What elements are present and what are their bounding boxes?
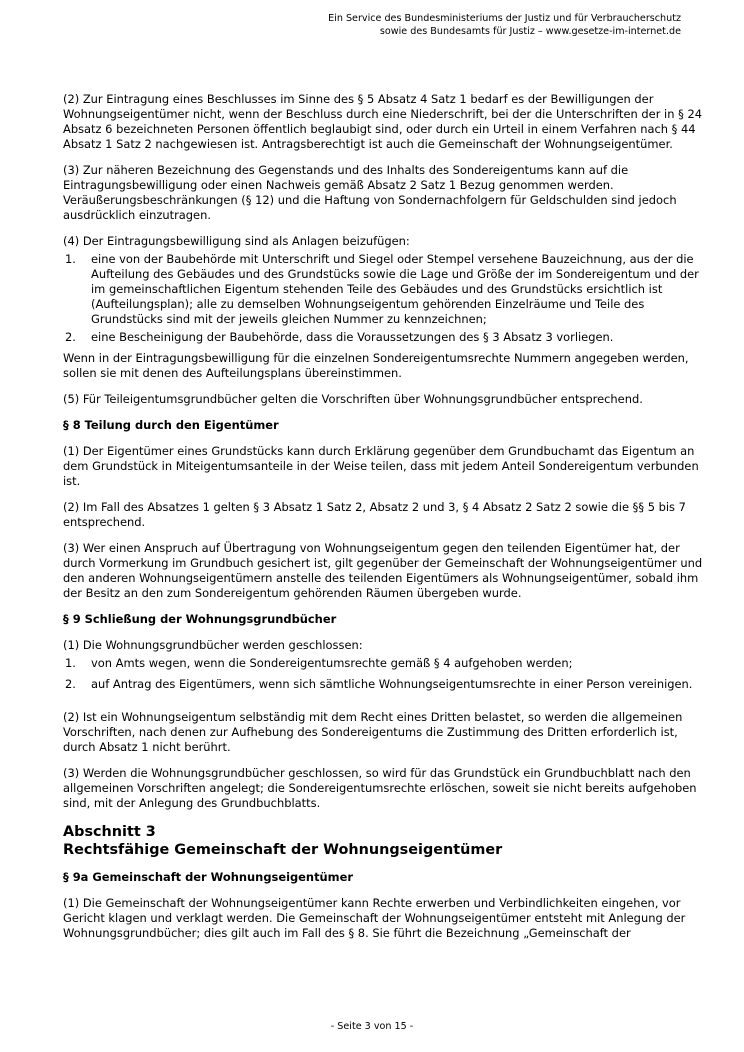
list-item-number: 1. <box>65 656 76 670</box>
paragraph-9-1-list <box>63 656 707 692</box>
paragraph-9a-1: (1) Die Gemeinschaft der Wohnungseigentümer kann Rechte erwerben und Verbindlichkeiten eingehen, vor Gericht klagen und verklagt werden. Die Gemeinschaft der Wohnungseigentümer entsteht mit Anlegung der Wohnungsgrundbücher; dies gilt auch im Fall des § 8. Sie führt die Bezeichnung „Gemeinschaft der <box>63 896 686 940</box>
list-item-text: auf Antrag des Eigentümers, wenn sich sämtliche Wohnungseigentumsrechte in einer Person vereinigen. <box>91 677 693 691</box>
document-body <box>63 92 707 941</box>
list-item <box>63 252 707 327</box>
section-9a-heading: § 9a Gemeinschaft der Wohnungseigentümer <box>63 870 354 884</box>
section-8-heading: § 8 Teilung durch den Eigentümer <box>63 418 279 432</box>
abschnitt-3-heading <box>63 823 707 859</box>
paragraph-9-3: (3) Werden die Wohnungsgrundbücher geschlossen, so wird für das Grundstück ein Grundbuchblatt nach den allgemeinen Vorschriften angelegt; die Sondereigentumsrechte erlöschen, soweit sie nicht bereits aufgehoben sind, mit der Anlegung des Grundbuchblatts. <box>63 766 697 810</box>
paragraph-9-1-intro: (1) Die Wohnungsgrundbücher werden geschlossen: <box>63 638 363 652</box>
list-item-text: eine Bescheinigung der Baubehörde, dass die Voraussetzungen des § 3 Absatz 3 vorliegen. <box>91 330 614 344</box>
paragraph-7-4-list <box>63 252 707 345</box>
list-item <box>63 677 707 692</box>
abschnitt-title: Rechtsfähige Gemeinschaft der Wohnungseigentümer <box>63 842 503 858</box>
list-item-number: 2. <box>65 677 76 691</box>
paragraph-7-4-tail: Wenn in der Eintragungsbewilligung für die einzelnen Sondereigentumsrechte Nummern angegeben werden, sollen sie mit denen des Aufteilungsplans übereinstimmen. <box>63 351 689 380</box>
paragraph-9-2: (2) Ist ein Wohnungseigentum selbständig mit dem Recht eines Dritten belastet, so werden die allgemeinen Vorschriften, nach denen zur Aufhebung des Sondereigentums die Zustimmung des Dritten erforderlich ist, durch Absatz 1 nicht berührt. <box>63 710 683 754</box>
paragraph-8-1: (1) Der Eigentümer eines Grundstücks kann durch Erklärung gegenüber dem Grundbuchamt das Eigentum an dem Grundstück in Miteigentumsanteile in der Weise teilen, dass mit jedem Anteil Sondereigentum verbunden ist. <box>63 444 699 488</box>
list-item-number: 2. <box>65 330 76 344</box>
paragraph-7-3: (3) Zur näheren Bezeichnung des Gegenstands und des Inhalts des Sondereigentums kann auf die Eintragungsbewilligung oder einen Nachweis gemäß Absatz 2 Satz 1 Bezug genommen werden. Veräußerungsbeschränkungen (§ 12) und die Haftung von Sondernachfolgern für Geldschulden sind jedoch ausdrücklich einzutragen. <box>63 163 677 222</box>
page-number: - Seite 3 von 15 - <box>330 1021 414 1032</box>
list-item-text: eine von der Baubehörde mit Unterschrift und Siegel oder Stempel versehene Bauzeichnung, aus der die Aufteilung des Gebäudes und des Grundstücks sowie die Lage und Größe der im Sondereigentum und der im gemeinschaftlichen Eigentum stehenden Teile des Gebäudes und des Grundstücks ersichtlich ist (Aufteilungsplan); alle zu demselben Wohnungseigentum gehörenden Einzelräume und Teile des Grundstücks sind mit der jeweils gleichen Nummer zu kennzeichnen; <box>91 252 699 326</box>
paragraph-7-4-intro: (4) Der Eintragungsbewilligung sind als Anlagen beizufügen: <box>63 234 410 248</box>
list-item-number: 1. <box>65 252 76 266</box>
list-item <box>63 656 707 671</box>
abschnitt-number: Abschnitt 3 <box>63 824 156 840</box>
paragraph-8-2: (2) Im Fall des Absatzes 1 gelten § 3 Absatz 1 Satz 2, Absatz 2 und 3, § 4 Absatz 2 Satz 2 sowie die §§ 5 bis 7 entsprechend. <box>63 500 686 529</box>
list-item-text: von Amts wegen, wenn die Sondereigentumsrechte gemäß § 4 aufgehoben werden; <box>91 656 573 670</box>
page-header <box>328 12 681 38</box>
section-9-heading: § 9 Schließung der Wohnungsgrundbücher <box>63 612 337 626</box>
header-line-1: Ein Service des Bundesministeriums der Justiz und für Verbraucherschutz <box>328 13 681 24</box>
paragraph-7-5: (5) Für Teileigentumsgrundbücher gelten die Vorschriften über Wohnungsgrundbücher entsprechend. <box>63 392 643 406</box>
header-line-2: sowie des Bundesamts für Justiz – www.gesetze-im-internet.de <box>379 26 681 37</box>
paragraph-7-2: (2) Zur Eintragung eines Beschlusses im Sinne des § 5 Absatz 4 Satz 1 bedarf es der Bewilligungen der Wohnungseigentümer nicht, wenn der Beschluss durch eine Niederschrift, bei der die Unterschriften der in § 24 Absatz 6 bezeichneten Personen öffentlich beglaubigt sind, oder durch ein Urteil in einem Verfahren nach § 44 Absatz 1 Satz 2 nachgewiesen ist. Antragsberechtigt ist auch die Gemeinschaft der Wohnungseigentümer. <box>63 92 703 151</box>
list-item <box>63 330 707 345</box>
paragraph-8-3: (3) Wer einen Anspruch auf Übertragung von Wohnungseigentum gegen den teilenden Eigentümer hat, der durch Vormerkung im Grundbuch gesichert ist, gilt gegenüber der Gemeinschaft der Wohnungseigentümer und den anderen Wohnungseigentümern anstelle des teilenden Eigentümers als Wohnungseigentümer, sobald ihm der Besitz an den zum Sondereigentum gehörenden Räumen übergeben wurde. <box>63 541 703 600</box>
